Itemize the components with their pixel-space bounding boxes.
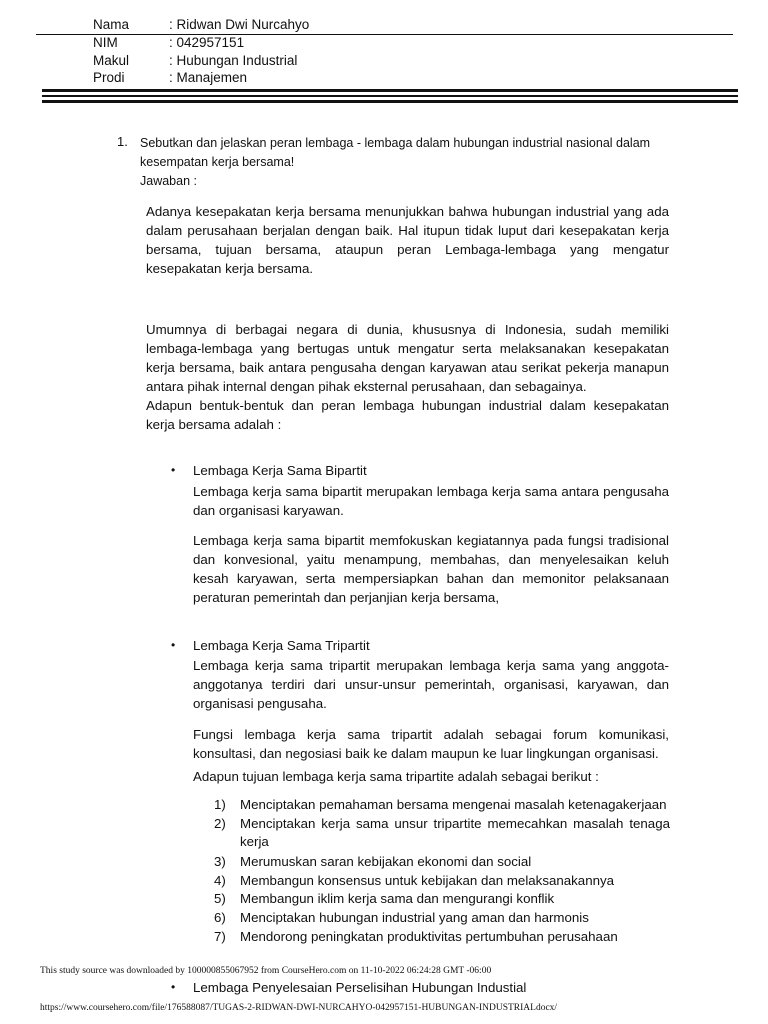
tripartit-desc-3: Adapun tujuan lembaga kerja sama tripartite adalah sebagai berikut : [193, 769, 599, 784]
bullet-title-bipartit: Lembaga Kerja Sama Bipartit [193, 463, 367, 478]
paragraph-1: Adanya kesepakatan kerja bersama menunjukkan bahwa hubungan industrial yang ada dalam perusahaan berjalan dengan baik. Hal itupun tidak luput dari kesepakatan kerja bersama, tujuan bersama, ataupun peran Lembaga-lembaga yang mengatur kesepakatan kerja bersama. [146, 204, 669, 276]
bullet-icon: • [171, 638, 176, 652]
list-number: 4) [214, 873, 226, 888]
list-item: Menciptakan hubungan industrial yang aman dan harmonis [240, 910, 589, 925]
header-rule-thin [36, 34, 733, 35]
question-line-2: kesempatan kerja bersama! [140, 155, 295, 169]
download-note: This study source was downloaded by 100000855067952 from CourseHero.com on 11-10-2022 06:24:28 GMT -06:00 [40, 966, 492, 976]
bipartit-desc-2: Lembaga kerja sama bipartit memfokuskan kegiatannya pada fungsi tradisional dan konvesional, yaitu menampung, membahas, dan menyelesaikan keluh kesah karyawan, serta mempersiapkan bahan dan memonitor pelaksanaan peraturan pemerintah dan perjanjian kerja bersama, [193, 533, 669, 605]
paragraph-3: Adapun bentuk-bentuk dan peran lembaga hubungan industrial dalam kesepakatan kerja bersama adalah : [146, 398, 669, 432]
header-rule-thick-2 [42, 95, 738, 97]
header-label: NIM [93, 35, 118, 50]
bullet-icon: • [171, 463, 176, 477]
header-value: : 042957151 [169, 35, 245, 50]
list-number: 6) [214, 910, 226, 925]
bullet-icon: • [171, 980, 176, 994]
header-rule-thick-1 [42, 89, 738, 92]
question-number: 1. [117, 134, 128, 149]
source-url-link[interactable]: https://www.coursehero.com/file/176588087/TUGAS-2-RIDWAN-DWI-NURCAHYO-042957151-HUBUNGAN-INDUSTRIALdocx/ [40, 1003, 558, 1013]
tripartit-desc-2: Fungsi lembaga kerja sama tripartit adalah sebagai forum komunikasi, konsultasi, dan negosiasi baik ke dalam maupun ke luar lingkungan organisasi. [193, 727, 669, 761]
list-item: Membangun konsensus untuk kebijakan dan melaksanakannya [240, 873, 615, 888]
bullet-title-penyelesaian: Lembaga Penyelesaian Perselisihan Hubungan Industial [193, 980, 527, 995]
list-item: Merumuskan saran kebijakan ekonomi dan social [240, 854, 532, 869]
bipartit-desc-1: Lembaga kerja sama bipartit merupakan lembaga kerja sama antara pengusaha dan organisasi karyawan. [193, 484, 669, 518]
list-number: 3) [214, 854, 226, 869]
header-label: Prodi [93, 70, 125, 85]
bullet-title-tripartit: Lembaga Kerja Sama Tripartit [193, 638, 370, 653]
header-label: Nama [93, 17, 130, 32]
answer-label: Jawaban : [140, 174, 197, 188]
question-text [140, 134, 660, 191]
list-item: Mendorong peningkatan produktivitas pertumbuhan perusahaan [240, 929, 618, 944]
question-line-1: Sebutkan dan jelaskan peran lembaga - lembaga dalam hubungan industrial nasional dalam [140, 136, 651, 150]
header-rule-thick-3 [42, 100, 738, 103]
header-value: : Hubungan Industrial [169, 53, 298, 68]
header-value: : Ridwan Dwi Nurcahyo [169, 17, 310, 32]
list-number: 1) [214, 797, 226, 812]
tripartit-desc-1: Lembaga kerja sama tripartit merupakan lembaga kerja sama yang anggota-anggotanya terdiri dari unsur-unsur pemerintah, organisasi, karyawan, dan organisasi pengusaha. [193, 658, 669, 711]
list-item: Membangun iklim kerja sama dan mengurangi konflik [240, 891, 555, 906]
list-number: 5) [214, 891, 226, 906]
list-item: Menciptakan kerja sama unsur tripartite memecahkan masalah tenaga kerja [240, 816, 670, 849]
header-value: : Manajemen [169, 70, 248, 85]
paragraph-2: Umumnya di berbagai negara di dunia, khususnya di Indonesia, sudah memiliki lembaga-lembaga yang bertugas untuk mengatur serta melaksanakan kesepakatan kerja bersama, baik antara pengusaha dengan karyawan atau serikat pekerja manapun antara pihak internal dengan pihak eksternal perusahaan, dan sebagainya. [146, 322, 669, 394]
header-label: Makul [93, 53, 130, 68]
list-item: Menciptakan pemahaman bersama mengenai masalah ketenagakerjaan [240, 797, 667, 812]
list-number: 2) [214, 816, 226, 831]
list-number: 7) [214, 929, 226, 944]
